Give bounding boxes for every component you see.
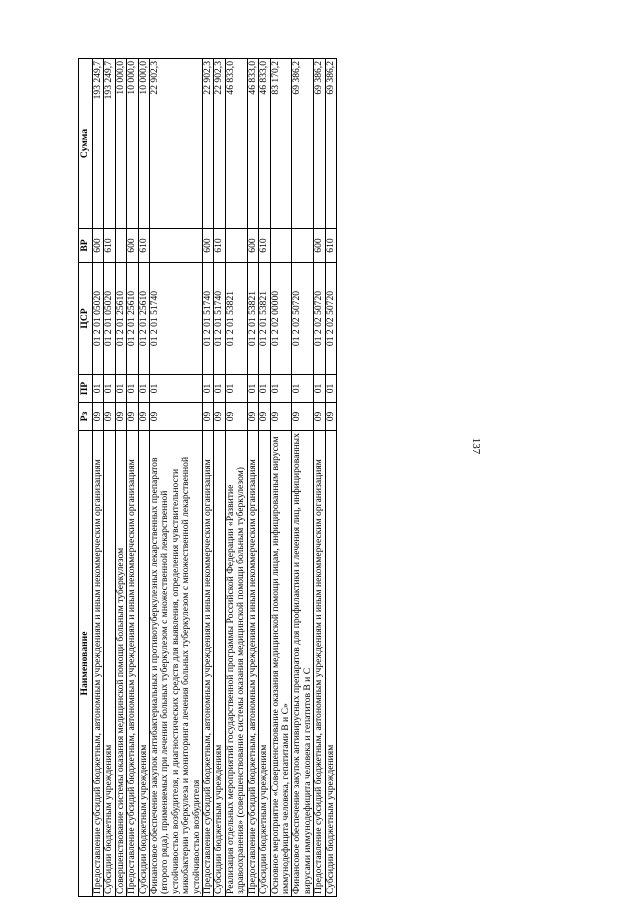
header-sum: Сумма	[79, 59, 93, 229]
table-row	[203, 59, 214, 897]
cell-name: Предоставление субсидий бюджетным, автономным учреждениям и иным некоммерческим организациям	[314, 431, 325, 897]
cell-rz: 09	[292, 403, 314, 431]
cell-rz: 09	[325, 403, 336, 431]
cell-rz: 09	[104, 403, 115, 431]
table-row	[292, 59, 314, 897]
cell-rz: 09	[247, 403, 258, 431]
cell-vr: 610	[259, 229, 270, 263]
cell-name: Субсидии бюджетным учреждениям	[325, 431, 336, 897]
cell-sum: 83 170,2	[270, 59, 292, 229]
cell-name: Финансовое обеспечение закупок антибактериальных и противотуберкулезных лекарственных препаратов (второго ряда), применяемых при лечении больных туберкулезом с множественной лекарственной устойчивостью возбудителя, и диагностических средств для выявления, определения чувствительности микобактерии туберкулеза и мониторинга лечения больных туберкулезом с множественной лекарственной устойчивостью возбудителя	[150, 431, 203, 897]
cell-vr: 600	[93, 229, 104, 263]
cell-vr	[150, 229, 203, 263]
cell-sum: 22 902,3	[203, 59, 214, 229]
cell-sum: 69 386,2	[292, 59, 314, 229]
cell-rz: 09	[259, 403, 270, 431]
table-row	[314, 59, 325, 897]
cell-csr: 01 2 01 53821	[225, 263, 247, 375]
header-vr: ВР	[79, 229, 93, 263]
cell-pr: 01	[247, 375, 258, 403]
cell-rz: 09	[127, 403, 138, 431]
cell-pr: 01	[270, 375, 292, 403]
table-row	[127, 59, 138, 897]
cell-pr: 01	[314, 375, 325, 403]
header-row	[79, 59, 93, 897]
cell-pr: 01	[127, 375, 138, 403]
header-pr: ПР	[79, 375, 93, 403]
cell-vr: 600	[203, 229, 214, 263]
cell-sum: 193 249,7	[93, 59, 104, 229]
table-row	[225, 59, 247, 897]
cell-csr: 01 2 01 53821	[259, 263, 270, 375]
cell-sum: 193 249,7	[104, 59, 115, 229]
cell-csr: 01 2 02 50720	[292, 263, 314, 375]
cell-pr: 01	[150, 375, 203, 403]
cell-name: Субсидии бюджетным учреждениям	[104, 431, 115, 897]
table-body	[93, 59, 337, 897]
cell-csr: 01 2 02 50720	[325, 263, 336, 375]
cell-vr: 610	[138, 229, 149, 263]
cell-name: Субсидии бюджетным учреждениям	[259, 431, 270, 897]
cell-csr: 01 2 01 51740	[203, 263, 214, 375]
table-row	[138, 59, 149, 897]
cell-pr: 01	[292, 375, 314, 403]
cell-name: Реализация отдельных мероприятий государственной программы Российской Федерации «Развитие здравоохранения» (совершенствование системы оказания медицинской помощи больным туберкулезом)	[225, 431, 247, 897]
cell-vr: 610	[104, 229, 115, 263]
cell-rz: 09	[214, 403, 225, 431]
table-row	[259, 59, 270, 897]
cell-rz: 09	[203, 403, 214, 431]
cell-vr	[115, 229, 126, 263]
cell-sum: 10 000,0	[138, 59, 149, 229]
cell-sum: 22 902,3	[214, 59, 225, 229]
cell-name: Предоставление субсидий бюджетным, автономным учреждениям и иным некоммерческим организациям	[127, 431, 138, 897]
cell-rz: 09	[225, 403, 247, 431]
cell-pr: 01	[203, 375, 214, 403]
cell-sum: 46 833,0	[247, 59, 258, 229]
cell-pr: 01	[93, 375, 104, 403]
table-row	[325, 59, 336, 897]
cell-pr: 01	[225, 375, 247, 403]
cell-csr: 01 2 01 05020	[93, 263, 104, 375]
cell-name: Предоставление субсидий бюджетным, автономным учреждениям и иным некоммерческим организациям	[93, 431, 104, 897]
table-row	[150, 59, 203, 897]
cell-pr: 01	[104, 375, 115, 403]
cell-rz: 09	[115, 403, 126, 431]
header-rz: Рз	[79, 403, 93, 431]
table-row	[93, 59, 104, 897]
cell-csr: 01 2 01 05020	[104, 263, 115, 375]
cell-pr: 01	[138, 375, 149, 403]
table-row	[270, 59, 292, 897]
header-csr: ЦСР	[79, 263, 93, 375]
cell-vr: 600	[247, 229, 258, 263]
cell-name: Предоставление субсидий бюджетным, автономным учреждениям и иным некоммерческим организациям	[203, 431, 214, 897]
cell-sum: 46 833,0	[225, 59, 247, 229]
cell-rz: 09	[150, 403, 203, 431]
page-number: 137	[470, 437, 482, 455]
cell-csr: 01 2 01 25610	[138, 263, 149, 375]
cell-csr: 01 2 01 51740	[214, 263, 225, 375]
rotated-table-container	[78, 59, 560, 897]
cell-vr: 600	[127, 229, 138, 263]
cell-sum: 69 386,2	[325, 59, 336, 229]
cell-sum: 10 000,0	[127, 59, 138, 229]
table-row	[247, 59, 258, 897]
table-header	[79, 59, 93, 897]
cell-csr: 01 2 01 25610	[127, 263, 138, 375]
cell-name: Субсидии бюджетным учреждениям	[138, 431, 149, 897]
cell-pr: 01	[259, 375, 270, 403]
cell-name: Финансовое обеспечение закупок антивирусных препаратов для профилактики и лечения лиц, инфицированных вирусами иммунодефицита человека и гепатитов В и С	[292, 431, 314, 897]
header-name: Наименование	[79, 431, 93, 897]
cell-pr: 01	[115, 375, 126, 403]
cell-csr: 01 2 02 00000	[270, 263, 292, 375]
cell-csr: 01 2 01 25610	[115, 263, 126, 375]
cell-sum: 22 902,3	[150, 59, 203, 229]
cell-pr: 01	[325, 375, 336, 403]
cell-vr	[292, 229, 314, 263]
cell-rz: 09	[138, 403, 149, 431]
cell-sum: 46 833,0	[259, 59, 270, 229]
table-row	[214, 59, 225, 897]
cell-rz: 09	[270, 403, 292, 431]
cell-name: Основное мероприятие «Совершенствование оказания медицинской помощи лицам, инфицированным вирусом иммунодефицита человека, гепатитами В и С»	[270, 431, 292, 897]
cell-csr: 01 2 02 50720	[314, 263, 325, 375]
cell-name: Предоставление субсидий бюджетным, автономным учреждениям и иным некоммерческим организациям	[247, 431, 258, 897]
cell-csr: 01 2 01 51740	[150, 263, 203, 375]
cell-vr: 610	[214, 229, 225, 263]
cell-sum: 10 000,0	[115, 59, 126, 229]
cell-name: Субсидии бюджетным учреждениям	[214, 431, 225, 897]
cell-sum: 69 386,2	[314, 59, 325, 229]
budget-table	[78, 58, 337, 897]
cell-vr: 600	[314, 229, 325, 263]
cell-vr	[270, 229, 292, 263]
cell-pr: 01	[214, 375, 225, 403]
cell-name: Совершенствование системы оказания медицинской помощи больным туберкулезом	[115, 431, 126, 897]
cell-vr: 610	[325, 229, 336, 263]
cell-rz: 09	[93, 403, 104, 431]
cell-vr	[225, 229, 247, 263]
cell-rz: 09	[314, 403, 325, 431]
cell-csr: 01 2 01 53821	[247, 263, 258, 375]
table-row	[115, 59, 126, 897]
table-row	[104, 59, 115, 897]
